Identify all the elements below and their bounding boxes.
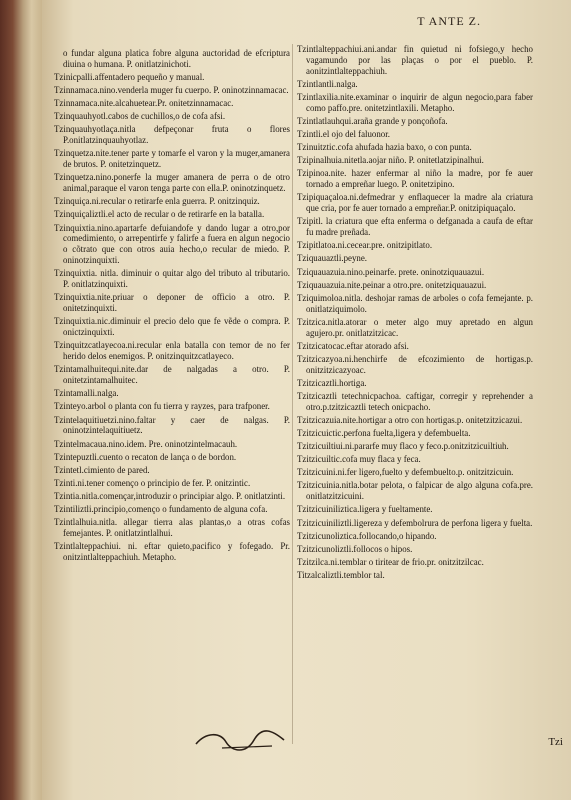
running-head [42, 14, 571, 29]
dictionary-entry: Tzitzicuictic.perfona fuelta,ligera y defembuelta. [297, 428, 471, 439]
right-column [297, 44, 533, 583]
dictionary-entry: Tzitzicazuia.nite.hortigar a otro con hortigas.p. onitetzitzicazui. [297, 414, 523, 425]
dictionary-entry: Tzinnamaca.nino.venderla muger fu cuerpo. P. oninotzinnamacac. [54, 85, 289, 96]
dictionary-entry: Tzinquiça.ni.recular o retirarfe enla guerra. P. onitzinquiz. [54, 196, 260, 207]
dictionary-entry: Tzitzicunoliztica.follocando,o hipando. [297, 530, 437, 541]
running-head-text: T ANTE Z. [417, 14, 481, 28]
dictionary-entry: Tzitzicuiltiui.ni.pararfe muy flaco y feco.p.onitzitzicuiltiuh. [297, 441, 509, 452]
dictionary-entry: Tzitzicuini.ni.fer ligero,fuelto y defembuelto.p. onitzitzicuin. [297, 467, 514, 478]
dictionary-entry: Tziquimoloa.nitla. deshojar ramas de arboles o cofa femejante. p. onitlatziquimolo. [297, 292, 533, 314]
dictionary-entry: Tzitzicuinia.nitla.botar pelota, o falpicar de algo alguna cofa.pre. onitlatzitzicuini. [297, 480, 533, 502]
dictionary-entry: Tzintlaxilia.nite.examinar o inquirir de algun negocio,para faber como paffo.pre. onitetzintlaxili. Metapho. [297, 92, 533, 113]
dictionary-entry: Tzintamalhuitequi.nite.dar de nalgadas a otro. P. onitetzintamalhuitec. [54, 364, 290, 386]
dictionary-entry: Tzinicpalli.affentadero pequeño y manual. [54, 72, 205, 82]
dictionary-entry: Tziquauaztli.peyne. [297, 253, 367, 264]
dictionary-entry: Tzintlantli.nalga. [297, 78, 358, 89]
dictionary-entry: Tzitzicatocac.eftar atorado afsi. [297, 340, 409, 351]
dictionary-page [42, 0, 571, 800]
dictionary-entry: Titzalcaliztli.temblor tal. [297, 569, 385, 580]
dictionary-entry: Tzipinalhuia.nitetla.aojar niño. P. onitetlatzipinalhui. [297, 155, 484, 166]
dictionary-entry: Tzinteyo.arbol o planta con fu tierra y rayzes, para trafponer. [54, 401, 270, 412]
dictionary-entry: Tzinquitzcatlayecoa.ni.recular enla batalla con temor de no fer herido delos enemigos. P. onitzinquitzcatlayeco. [54, 340, 290, 362]
dictionary-entry: Tzitzicuiniliztli.ligereza y defembolrura de perfona ligera y fuelta. [297, 517, 533, 528]
dictionary-entry: Tzitzicuiniliztica.ligera y fueltamente. [297, 504, 433, 515]
dictionary-entry: Tzinuitztic.cofa ahufada hazia baxo, o con punta. [297, 142, 472, 153]
dictionary-entry: Tzintlalhuia.nitla. allegar tierra alas plantas,o a otras cofas femejantes. P. onitlatzintlalhui. [54, 517, 290, 539]
dictionary-entry: Tzintlatlauhqui.araña grande y ponçoñofa. [297, 116, 448, 126]
dictionary-entry: Tzintli.el ojo del faluonor. [297, 129, 390, 140]
dictionary-entry: Tzinquauhyotlaça.nitla defpeçonar fruta o flores P.onitlatzinquauhyotlaz. [54, 124, 290, 146]
dictionary-entry: Tzinquetza.nite.tener parte y tomarfe el varon y la muger,amanera de brutos. P. onitetzinquetz. [54, 148, 290, 170]
dictionary-entry: Tzinquiçaliztli.el acto de recular o de retirarfe en la batalla. [54, 209, 265, 220]
book-edge [0, 0, 42, 800]
dictionary-entry: Tzipinoa.nite. hazer enfermar al niño la madre, por fe auer tornado a empreñar luego. P. onitetzipino. [297, 168, 533, 190]
dictionary-entry: Tzintamalli.nalga. [54, 388, 119, 399]
dictionary-entry: Tzitzilca.ni.temblar o tiritear de frio.pr. onitzitzilcac. [297, 556, 484, 567]
dictionary-entry: Tzitzicuiltic.cofa muy flaca y feca. [297, 454, 421, 465]
dictionary-entry: Tzintepuztli.cuento o recaton de lança o de bordon. [54, 451, 237, 462]
dictionary-entry: Tzintiliztli.principio,començo o fundamento de alguna cofa. [54, 504, 268, 515]
dictionary-entry: Tzipiquaçaloa.ni.defmedrar y enflaquecer la madre ala criatura que cria, por fe auer tornado a empreñar.P. onitzipiquaçalo. [297, 192, 533, 214]
dictionary-entry: Tzintlalteppachiui.ani.andar fin quietud ni fofsiego,y hecho vagamundo por las plaças o por el pueblo. P. aonitzintlalteppachiuh. [297, 44, 533, 76]
dictionary-entry: Tzinquauhyotl.cabos de cuchillos,o de cofa afsi. [54, 111, 226, 122]
dictionary-entry: Tzinnamaca.nite.alcahuetear.Pr. onitetzinnamacac. [54, 98, 234, 109]
dictionary-entry: Tzitzicaztli.hortiga. [297, 377, 367, 388]
dictionary-entry: Tzinquixtia.nic.diminuir el precio delo que fe vẽde o compra. P. onictzinquixti. [54, 316, 290, 338]
dictionary-entry: Tzintelmacaua.nino.idem. Pre. oninotzintelmacauh. [54, 438, 238, 449]
ink-flourish [192, 726, 302, 756]
dictionary-entry: Tzinquixtia. nitla. diminuir o quitar algo del tributo al tributario. P. onitlatzinquixti. [54, 268, 290, 290]
dictionary-entry: Tzinquetza.nino.ponerfe la muger amanera de perra o de otro animal,paraque el varon tenga parte con ella.P. oninotzinquetz. [54, 172, 290, 194]
dictionary-entry: Tzipitl. la criatura que efta enferma o defganada a caufa de eftar fu madre preñada. [297, 216, 533, 238]
dictionary-entry: Tzitzicazyoa.ni.henchirfe de efcozimiento de hortigas.p. onitzitzicazyoac. [297, 353, 533, 375]
dictionary-entry: Tzinquixtia.nite.priuar o deponer de officio a otro. P. onitetzinquixti. [54, 292, 290, 314]
dictionary-entry: Tziquauazuia.nite.peinar a otro.pre. onitetziquauazui. [297, 279, 487, 290]
dictionary-entry: Tzintlalteppachiui. ni. eftar quieto,pacifico y fofegado. Pr. onitzintlalteppachiuh. Metapho. [54, 541, 290, 563]
dictionary-entry: Tzipitlatoa.ni.cecear.pre. onitzipitlato. [297, 240, 433, 251]
dictionary-entry: Tzitzica.nitla.atorar o meter algo muy apretado en algun agujero.pr. onitlatzitzicac. [297, 316, 533, 338]
dictionary-entry: Tzinquixtia.nino.apartarfe defuiandofe y dando lugar a otro,por comedimiento, o arrepentirfe y falirfe a fuera en algun negocio o cõtrato que con otros auia hecho,o recular de miedo. P. oninotzinquixti. [54, 222, 290, 266]
dictionary-entry: Tzitzicunoliztli.follocos o hipos. [297, 543, 413, 554]
dictionary-entry: Tziquauazuia.nino.peinarfe. prete. oninotziquauazui. [297, 266, 485, 277]
dictionary-entry: Tzintia.nitla.començar,introduzir o principiar algo. P. onitlatzinti. [54, 490, 286, 501]
dictionary-entry: Tzintetl.cimiento de pared. [54, 464, 150, 475]
dictionary-entry: Tzinti.ni.tener començo o principio de fer. P. onitzintic. [54, 477, 251, 488]
left-column [54, 48, 290, 565]
catchword: Tzi [548, 736, 563, 748]
dictionary-entry: Tzintelaquitiuetzi.nino.faltar y caer de nalgas. P. oninotzintelaquitiuetz. [54, 414, 290, 436]
dictionary-entry: o fundar alguna platica fobre alguna auctoridad de efcriptura diuina o humana. P. onitlatzinichoti. [63, 48, 290, 69]
dictionary-entry: Tzitzicaztli tetechnicpachoa. caftigar, corregir y reprehender a otro.p.tzitzicaztli tetech onicpacho. [297, 390, 533, 412]
column-divider [292, 44, 293, 744]
